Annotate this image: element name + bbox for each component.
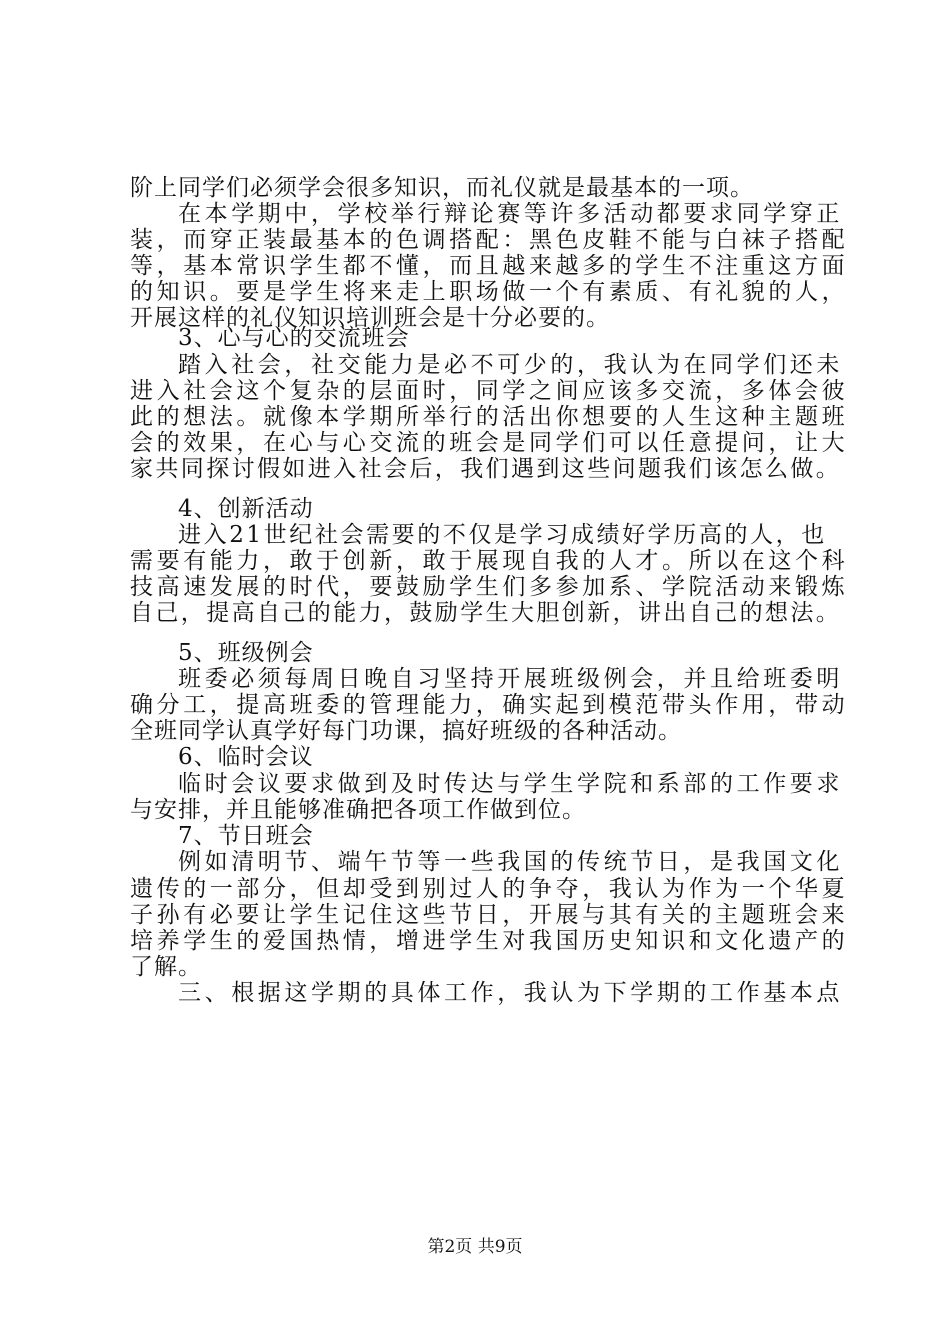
section-heading: 4、创新活动 (178, 496, 314, 522)
text-line: 全班同学认真学好每门功课，搞好班级的各种活动。 (130, 718, 682, 744)
text-line: 子孙有必要让学生记住这些节日，开展与其有关的主题班会来 (130, 902, 849, 928)
text-line: 阶上同学们必须学会很多知识，而礼仪就是最基本的一项。 (130, 175, 754, 201)
text-line: 临时会议要求做到及时传达与学生学院和系部的工作要求 (178, 771, 843, 797)
text-line: 会的效果，在心与心交流的班会是同学们可以任意提问，让大 (130, 430, 849, 456)
text-line: 自己，提高自己的能力，鼓励学生大胆创新，讲出自己的想法。 (130, 600, 842, 626)
text-line: 例如清明节、端午节等一些我国的传统节日，是我国文化 (178, 849, 843, 875)
text-line: 培养学生的爱国热情，增进学生对我国历史知识和文化遗产的 (130, 928, 849, 954)
page-number-footer: 第2页 共9页 (427, 1237, 523, 1257)
text-line: 与安排，并且能够准确把各项工作做到位。 (130, 797, 586, 823)
text-line: 此的想法。就像本学期所举行的活出你想要的人生这种主题班 (130, 404, 849, 430)
section-heading: 5、班级例会 (178, 640, 314, 666)
text-line: 进入社会这个复杂的层面时，同学之间应该多交流，多体会彼 (130, 378, 849, 404)
text-line: 确分工，提高班委的管理能力，确实起到模范带头作用，带动 (130, 692, 849, 718)
text-line: 技高速发展的时代，要鼓励学生们多参加系、学院活动来锻炼 (130, 574, 849, 600)
text-line: 遗传的一部分，但却受到别过人的争夺，我认为作为一个华夏 (130, 876, 849, 902)
text-line: 三、根据这学期的具体工作，我认为下学期的工作基本点 (178, 980, 843, 1006)
section-heading: 7、节日班会 (178, 823, 314, 849)
text-line: 了解。 (130, 954, 202, 980)
text-line: 的知识。要是学生将来走上职场做一个有素质、有礼貌的人， (130, 279, 849, 305)
section-heading: 6、临时会议 (178, 744, 314, 770)
text-line: 家共同探讨假如进入社会后，我们遇到这些问题我们该怎么做。 (130, 456, 842, 482)
text-line: 踏入社会，社交能力是必不可少的，我认为在同学们还未 (178, 352, 843, 378)
section-heading: 3、心与心的交流班会 (178, 325, 410, 351)
text-line: 班委必须每周日晚自习坚持开展班级例会，并且给班委明 (178, 666, 843, 692)
text-line: 开展这样的礼仪知识培训班会是十分必要的。 (130, 305, 610, 331)
text-line: 进入21世纪社会需要的不仅是学习成绩好学历高的人，也 (178, 522, 827, 548)
text-line: 在本学期中，学校举行辩论赛等许多活动都要求同学穿正 (178, 201, 843, 227)
text-line: 需要有能力，敢于创新，敢于展现自我的人才。所以在这个科 (130, 548, 849, 574)
text-line: 装，而穿正装最基本的色调搭配：黑色皮鞋不能与白袜子搭配 (130, 227, 849, 253)
text-line: 等，基本常识学生都不懂，而且越来越多的学生不注重这方面 (130, 253, 849, 279)
